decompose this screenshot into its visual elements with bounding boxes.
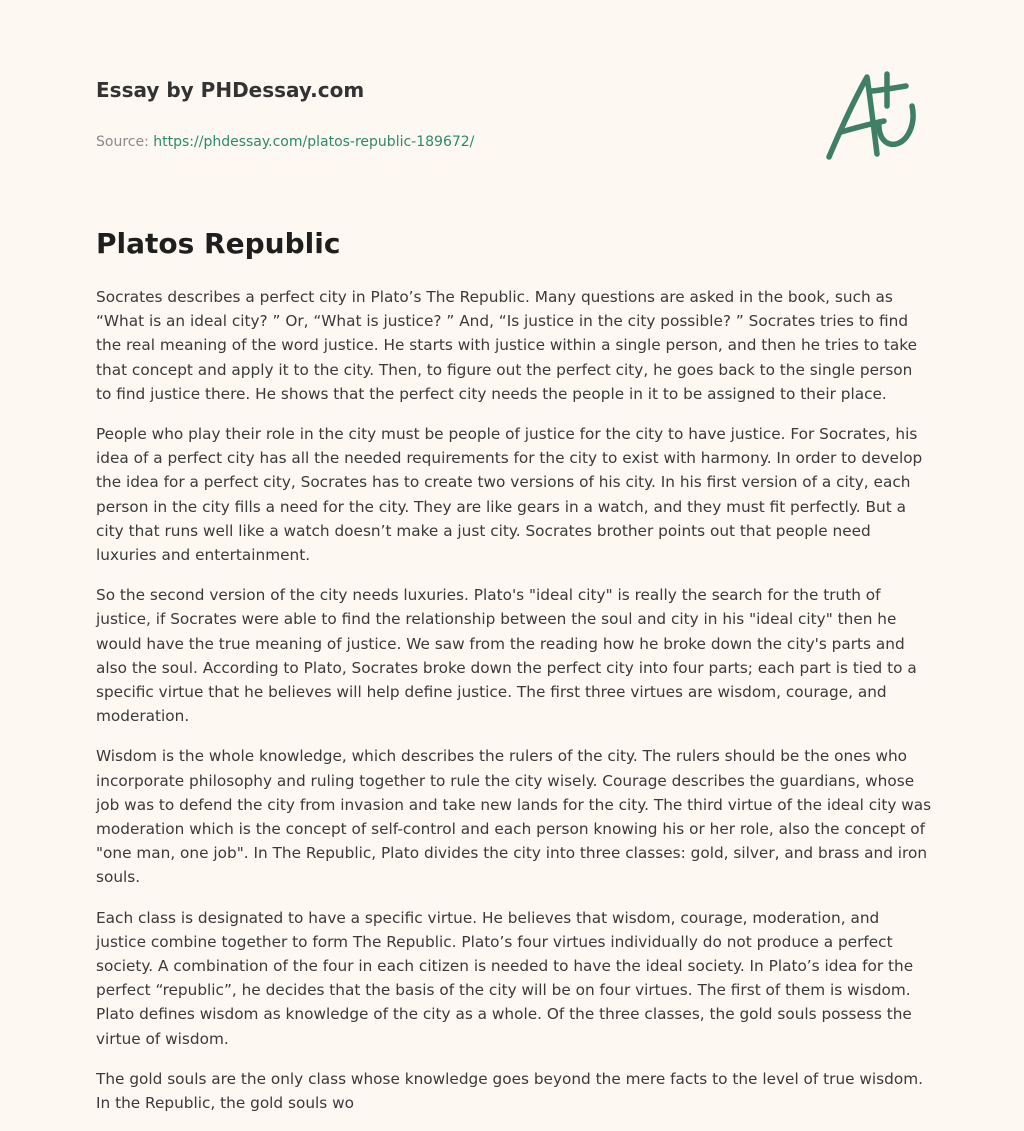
paragraph: The gold souls are the only class whose knowledge goes beyond the mere facts to the level of true wisdom. In the Republic, the gold souls wo (96, 1069, 923, 1113)
page-header (96, 76, 796, 152)
a-plus-logo-icon (820, 66, 930, 166)
paragraph: Each class is designated to have a specific virtue. He believes that wisdom, courage, moderation, and justice combine together to form The Republic. Plato’s four virtues individually do not produce a perfect society. A combination of the four in each citizen is needed to have the ideal society. In Plato’s idea for the perfect “republic”, he decides that the basis of the city will be on four virtues. The first of them is wisdom. Plato defines wisdom as knowledge of the city as a whole. Of the three classes, the gold souls possess the virtue of wisdom. (96, 908, 914, 1048)
essay-title: Platos Republic (96, 227, 341, 260)
source-line (96, 132, 796, 152)
paragraph: Wisdom is the whole knowledge, which describes the rulers of the city. The rulers should be the ones who incorporate philosophy and ruling together to rule the city wisely. Courage describes the guardians, whose job was to defend the city from invasion and take new lands for the city. The third virtue of the ideal city was moderation which is the concept of self-control and each person knowing his or her role, also the concept of "one man, one job". In The Republic, Plato divides the city into three classes: gold, silver, and brass and iron souls. (96, 747, 932, 887)
paragraph: So the second version of the city needs luxuries. Plato's "ideal city" is really the search for the truth of justice, if Socrates were able to find the relationship between the soul and city in his "ideal city" then he would have the true meaning of justice. We saw from the reading how he broke down the city's parts and also the soul. According to Plato, Socrates broke down the perfect city into four parts; each part is tied to a specific virtue that he believes will help define justice. The first three virtues are wisdom, courage, and moderation. (96, 586, 917, 726)
site-brand: Essay by PHDessay.com (96, 78, 365, 102)
source-label: Source: (96, 134, 154, 150)
source-link[interactable]: https://phdessay.com/platos-republic-189672/ (153, 134, 475, 150)
paragraph: People who play their role in the city must be people of justice for the city to have justice. For Socrates, his idea of a perfect city has all the needed requirements for the city to exist with harmony. In order to develop the idea for a perfect city, Socrates has to create two versions of his city. In his first version of a city, each person in the city fills a need for the city. They are like gears in a watch, and they must fit perfectly. But a city that runs well like a watch doesn’t make a just city. Socrates brother points out that people need luxuries and entertainment. (96, 425, 923, 565)
essay-body (96, 285, 932, 1131)
paragraph: Socrates describes a perfect city in Plato’s The Republic. Many questions are asked in the book, such as “What is an ideal city? ” Or, “What is justice? ” And, “Is justice in the city possible? ” Socrates tries to find the real meaning of the word justice. He starts with justice within a single person, and then he tries to take that concept and apply it to the city. Then, to figure out the perfect city, he goes back to the single person to find justice there. He shows that the perfect city needs the people in it to be assigned to their place. (96, 288, 918, 403)
